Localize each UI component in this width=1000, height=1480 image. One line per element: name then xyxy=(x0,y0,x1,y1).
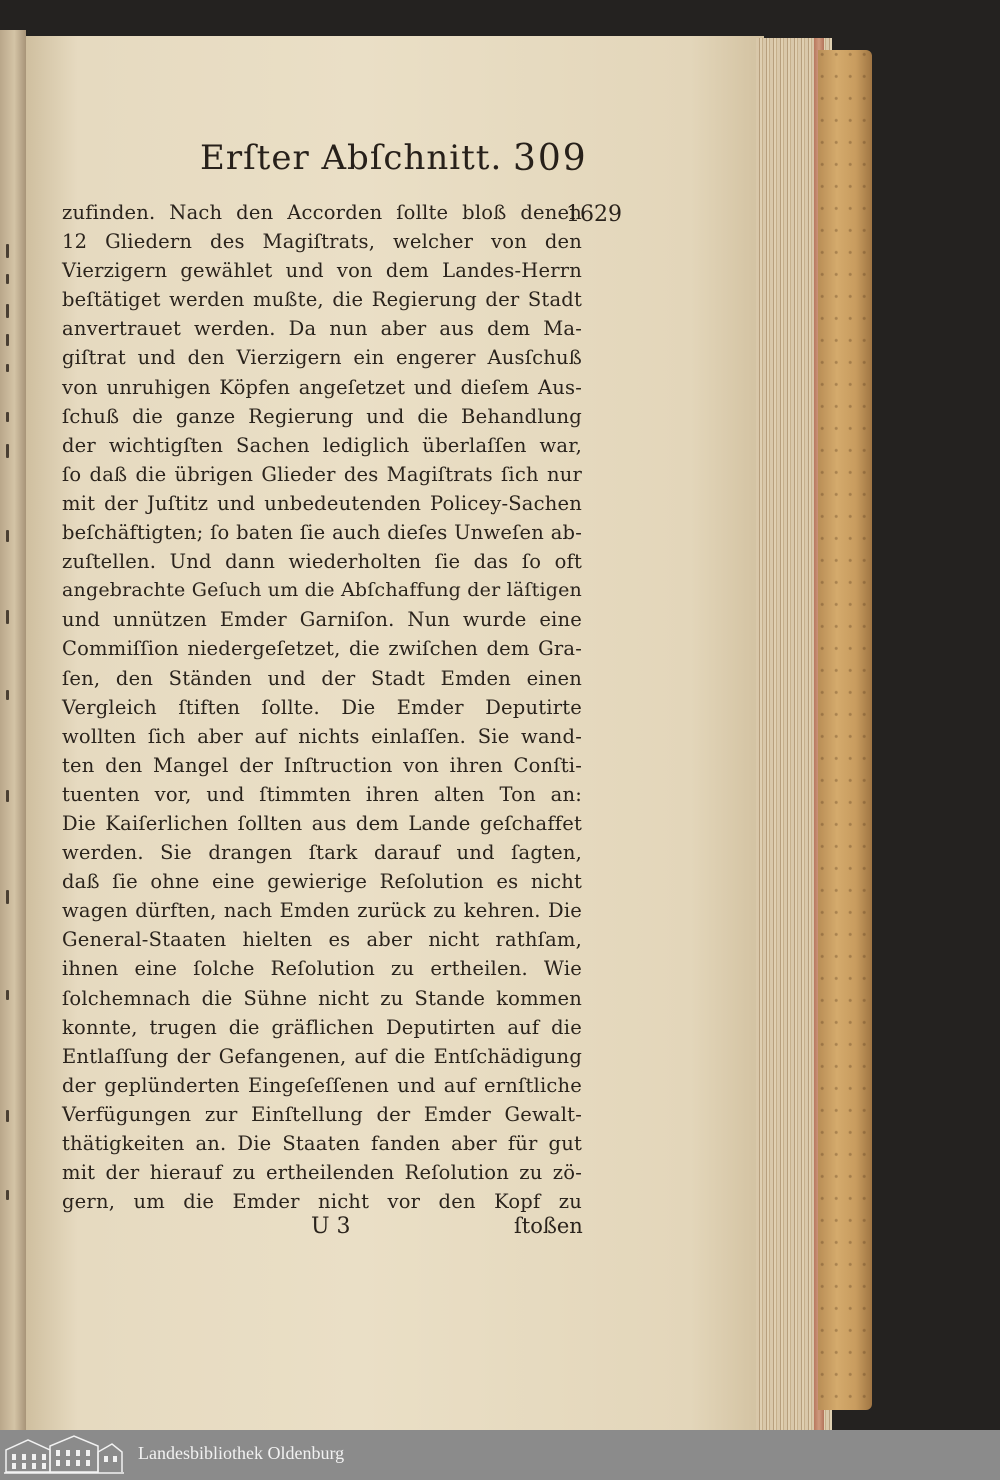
text-line: ſo daß die übrigen Glieder des Magiſtrats ſich nur xyxy=(62,462,582,486)
text-line: thätigkeiten an. Die Staaten fanden aber für gut xyxy=(62,1132,582,1155)
text-line: Die Kaiſerlichen ſollten aus dem Lande geſchaffet xyxy=(62,811,582,835)
book-cover-board xyxy=(818,50,872,1410)
text-line: beſtätiget werden mußte, die Regierung der Stadt xyxy=(62,288,582,312)
text-line: von unruhigen Köpfen angeſetzet und dieſem Aus- xyxy=(62,375,582,399)
text-line: ten den Mangel der Inſtruction von ihren Conſti- xyxy=(62,753,582,777)
text-line: giſtrat und den Vierzigern ein engerer Ausſchuß xyxy=(62,346,582,370)
text-line: Vierzigern gewählet und von dem Landes-Herrn xyxy=(62,259,582,283)
left-page-type-bleed xyxy=(2,230,22,1230)
library-footer-bar xyxy=(0,1430,1000,1480)
text-line: Verfügungen zur Einſtellung der Emder Gewalt- xyxy=(62,1102,582,1126)
text-line: anvertrauet werden. Da nun aber aus dem Ma- xyxy=(62,317,582,341)
text-line: beſchäftigten; ſo baten ſie auch dieſes Unweſen ab- xyxy=(62,521,582,545)
text-line: wagen dürften, nach Emden zurück zu kehren. Die xyxy=(62,899,582,923)
text-line: ſen, den Ständen und der Stadt Emden einen xyxy=(62,666,582,690)
text-line: tuenten vor, und ſtimmten ihren alten Ton an: xyxy=(62,782,582,806)
signature-mark: U 3 xyxy=(311,1214,351,1239)
text-line: zuſtellen. Und dann wiederholten ſie das ſo oft xyxy=(62,550,582,574)
text-line: Commiſſion niedergeſetzet, die zwiſchen dem Gra- xyxy=(62,637,582,661)
text-line: mit der hierauf zu ertheilenden Reſolution zu zö- xyxy=(62,1161,582,1185)
text-line: daß ſie ohne eine gewierige Reſolution es nicht xyxy=(62,870,582,894)
text-line: und unnützen Emder Garniſon. Nun wurde eine xyxy=(62,608,582,632)
text-line: wollten ſich aber auf nichts einlaſſen. Sie wand- xyxy=(62,724,582,748)
text-line: ihnen eine ſolche Reſolution zu ertheilen. Wie xyxy=(62,957,582,981)
text-line: konnte, trugen die gräflichen Deputirten auf die xyxy=(62,1015,582,1039)
margin-year-note: 1629 xyxy=(566,202,622,227)
library-building-logo-icon xyxy=(0,1432,126,1478)
text-line: mit der Juſtitz und unbedeutenden Policey-Sachen xyxy=(62,491,582,515)
library-name: Landesbibliothek Oldenburg xyxy=(138,1443,345,1463)
text-line: angebrachte Geſuch um die Abſchaffung der läſtigen xyxy=(62,579,582,602)
text-line: der wichtigſten Sachen lediglich überlaſſen war, xyxy=(62,433,582,457)
catchword: ſtoßen xyxy=(514,1214,583,1238)
text-line: 12 Gliedern des Magiſtrats, welcher von den xyxy=(62,230,582,254)
text-line: Vergleich ſtiften ſollte. Die Emder Deputirte xyxy=(62,695,582,719)
running-head-title: Erſter Abſchnitt. xyxy=(200,138,503,178)
left-page-edge xyxy=(0,30,26,1430)
text-line: zufinden. Nach den Accorden ſollte bloß denen xyxy=(62,201,582,224)
text-line: ſolchemnach die Sühne nicht zu Stande kommen xyxy=(62,986,582,1010)
text-line: der geplünderten Eingeſeſſenen und auf ernſtliche xyxy=(62,1073,582,1097)
text-line: Entlaſſung der Gefangenen, auf die Entſchädigung xyxy=(62,1044,582,1068)
body-text xyxy=(62,198,582,1216)
page-number: 309 xyxy=(513,138,588,179)
text-line: werden. Sie drangen ſtark darauf und ſagten, xyxy=(62,841,582,865)
text-line: ſchuß die ganze Regierung und die Behandlung xyxy=(62,404,582,428)
text-line: General-Staaten hielten es aber nicht rathſam, xyxy=(62,928,582,952)
text-line: gern, um die Emder nicht vor den Kopf zu xyxy=(62,1190,582,1214)
